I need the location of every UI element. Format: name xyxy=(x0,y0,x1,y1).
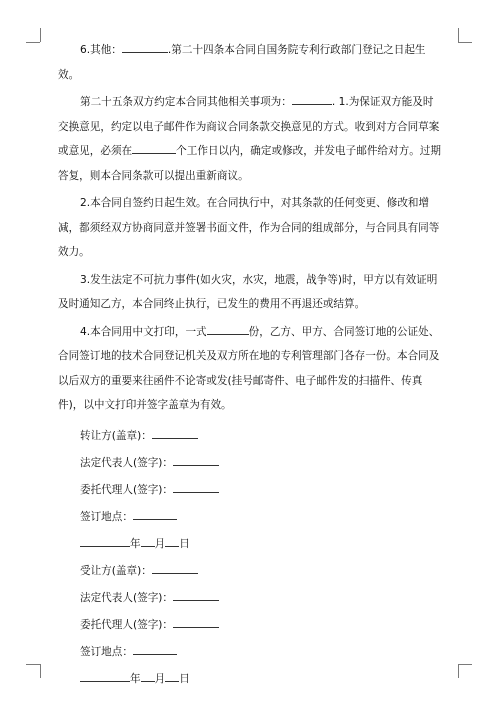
paragraph-force-majeure: 3.发生法定不可抗力事件(如火灾，水灾，地震，战争等)时，甲方以有效证明及时通知乙方，本合同终止执行，已发生的费用不再退还或结算。 xyxy=(58,273,438,310)
paragraph-article-25 xyxy=(58,90,444,188)
signature-blank xyxy=(173,615,219,628)
text: 4.本合同用中文打印，一式 xyxy=(80,325,207,338)
signature-blank xyxy=(173,453,219,466)
year-blank xyxy=(80,534,130,547)
transferor-place-line xyxy=(58,505,444,532)
month-blank xyxy=(141,669,155,682)
paragraph-copies xyxy=(58,320,444,418)
day-blank xyxy=(165,534,179,547)
month-blank xyxy=(141,534,155,547)
transferee-seal-line xyxy=(58,559,444,586)
month-label: 月 xyxy=(154,537,166,550)
label: 委托代理人(签字)： xyxy=(80,618,174,631)
blank-field xyxy=(122,40,168,53)
transferee-date-line xyxy=(58,667,444,694)
label: 委托代理人(签字)： xyxy=(80,483,174,496)
year-blank xyxy=(80,669,130,682)
transferor-date-line xyxy=(58,532,444,559)
label: 法定代表人(签字)： xyxy=(80,591,174,604)
signature-blank xyxy=(152,561,198,574)
text: 第二十五条双方约定本合同其他相关事项为： xyxy=(80,96,292,108)
day-label: 日 xyxy=(179,537,190,550)
label: 法定代表人(签字)： xyxy=(80,456,174,469)
text: 6.其他： xyxy=(80,44,122,56)
paragraph-other-terms xyxy=(58,38,444,87)
day-label: 日 xyxy=(179,672,190,685)
signature-blank xyxy=(173,588,219,601)
label: 转让方(盖章)： xyxy=(80,429,152,442)
signature-blank xyxy=(152,426,198,439)
blank-field xyxy=(132,141,176,154)
year-label: 年 xyxy=(130,672,141,685)
text: . 1.为保证双方能及时交换意见，约定以电子邮件作为商议合同条款交换意见的方式。收到对方合同草案或意见，必须在 xyxy=(58,96,440,157)
blank-field xyxy=(207,322,249,335)
transferor-legal-rep-line xyxy=(58,451,444,478)
transferee-agent-line xyxy=(58,613,444,640)
transferee-place-line xyxy=(58,640,444,667)
year-label: 年 xyxy=(130,537,141,550)
transferee-legal-rep-line xyxy=(58,586,444,613)
text: 个工作日以内，确定或修改，并发电子邮件给对方。过期答复，则本合同条款可以提出重新商议。 xyxy=(58,145,441,182)
text: 份，乙方、甲方、合同签订地的公证处、合同签订地的技术合同登记机关及双方所在地的专利管理部门各存一份。本合同及以后双方的重要来往函件不论寄或发(挂号邮寄件、电子邮件发的扫描件、传真件)，以中文打印并签字盖章为有效。 xyxy=(58,325,440,411)
label: 签订地点： xyxy=(80,645,133,658)
month-label: 月 xyxy=(154,672,166,685)
signature-blank xyxy=(173,480,219,493)
paragraph-effective-date: 2.本合同自签约日起生效。在合同执行中，对其条款的任何变更、修改和增减，都须经双方协商同意并签署书面文件，作为合同的组成部分，与合同具有同等效力。 xyxy=(58,197,440,258)
blank-field xyxy=(292,92,332,105)
place-blank xyxy=(133,642,177,655)
text: .第二十四条本合同自国务院专利行政部门登记之日起生效。 xyxy=(58,44,426,81)
day-blank xyxy=(165,669,179,682)
place-blank xyxy=(133,507,177,520)
transferor-agent-line xyxy=(58,478,444,505)
document-body xyxy=(58,38,444,694)
label: 受让方(盖章)： xyxy=(80,564,152,577)
transferor-seal-line xyxy=(58,424,444,451)
label: 签订地点： xyxy=(80,510,133,523)
